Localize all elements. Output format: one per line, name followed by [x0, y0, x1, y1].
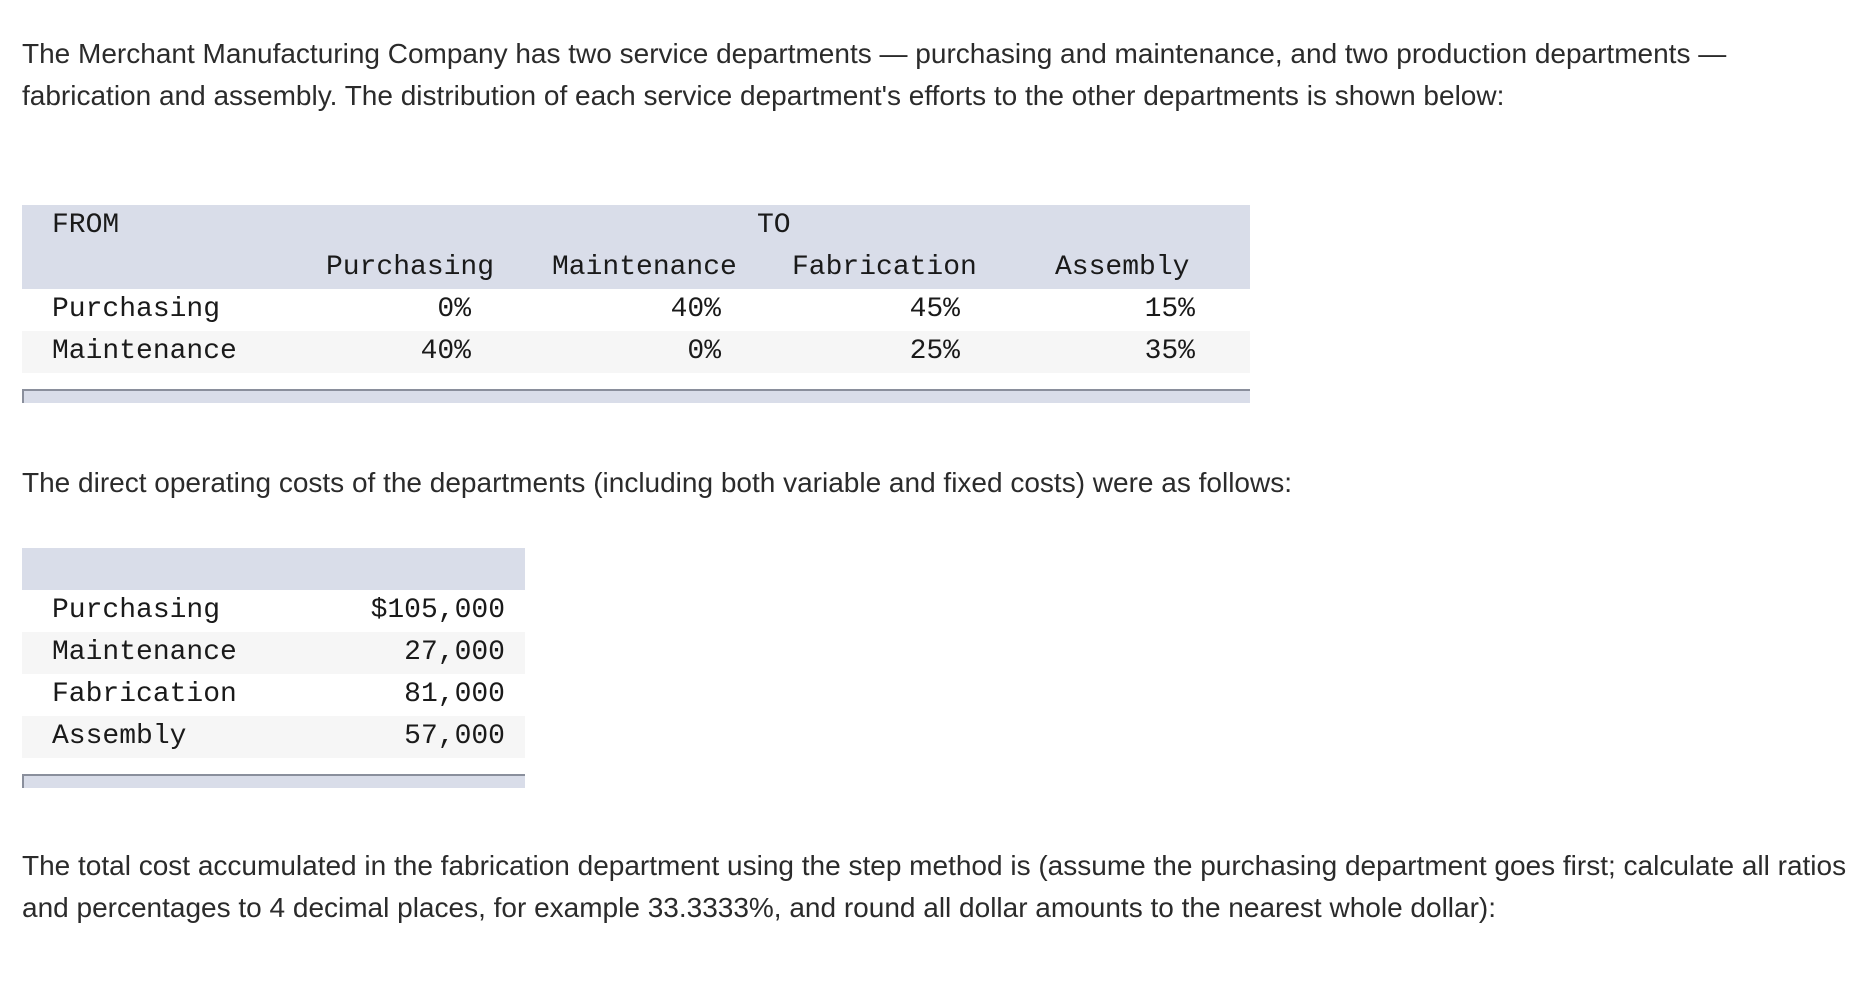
- row-label: Purchasing: [52, 294, 221, 325]
- table-cell: $105,000: [370, 595, 505, 626]
- table-cell: 57,000: [404, 721, 505, 752]
- question-paragraph: The total cost accumulated in the fabrication department using the step method is (assume the purchasing department goes first; calculate all ratios and percentages to 4 decimal places, for example 33.3333%, and round all dollar amounts to the nearest whole dollar):: [22, 850, 1847, 923]
- table-row: [22, 632, 525, 674]
- table-row: [22, 716, 525, 758]
- table-cell: 45%: [909, 294, 960, 325]
- header-row-top: [22, 205, 1250, 247]
- row-label: Fabrication: [52, 679, 237, 710]
- table-footer: [22, 774, 525, 788]
- table-row: [22, 331, 1250, 373]
- header-row: [22, 548, 525, 590]
- col-header-purchasing: Purchasing: [326, 252, 495, 283]
- from-header: FROM: [52, 210, 120, 241]
- table-cell: 15%: [1144, 294, 1195, 325]
- table-row: [22, 674, 525, 716]
- allocation-table: [22, 205, 1250, 403]
- table-row: [22, 289, 1250, 331]
- col-header-assembly: Assembly: [1055, 252, 1190, 283]
- table-cell: 0%: [437, 294, 471, 325]
- row-label: Maintenance: [52, 637, 237, 668]
- costs-intro-paragraph: The direct operating costs of the departments (including both variable and fixed costs) were as follows:: [22, 467, 1292, 498]
- table-cell: 35%: [1144, 336, 1195, 367]
- header-row-columns: [22, 247, 1250, 289]
- table-cell: 40%: [420, 336, 471, 367]
- row-label: Assembly: [52, 721, 187, 752]
- table-cell: 40%: [670, 294, 721, 325]
- table-cell: 25%: [909, 336, 960, 367]
- to-header: TO: [757, 210, 791, 241]
- table-row: [22, 590, 525, 632]
- costs-table: [22, 548, 525, 788]
- table-cell: 27,000: [404, 637, 505, 668]
- table-footer: [22, 389, 1250, 403]
- intro-paragraph: The Merchant Manufacturing Company has two service departments — purchasing and maintenance, and two production departments — fabrication and assembly. The distribution of each service department's efforts to the other departments is shown below:: [22, 38, 1727, 111]
- table-cell: 81,000: [404, 679, 505, 710]
- table-cell: 0%: [687, 336, 721, 367]
- col-header-maintenance: Maintenance: [552, 252, 737, 283]
- row-label: Maintenance: [52, 336, 237, 367]
- row-label: Purchasing: [52, 595, 221, 626]
- col-header-fabrication: Fabrication: [792, 252, 977, 283]
